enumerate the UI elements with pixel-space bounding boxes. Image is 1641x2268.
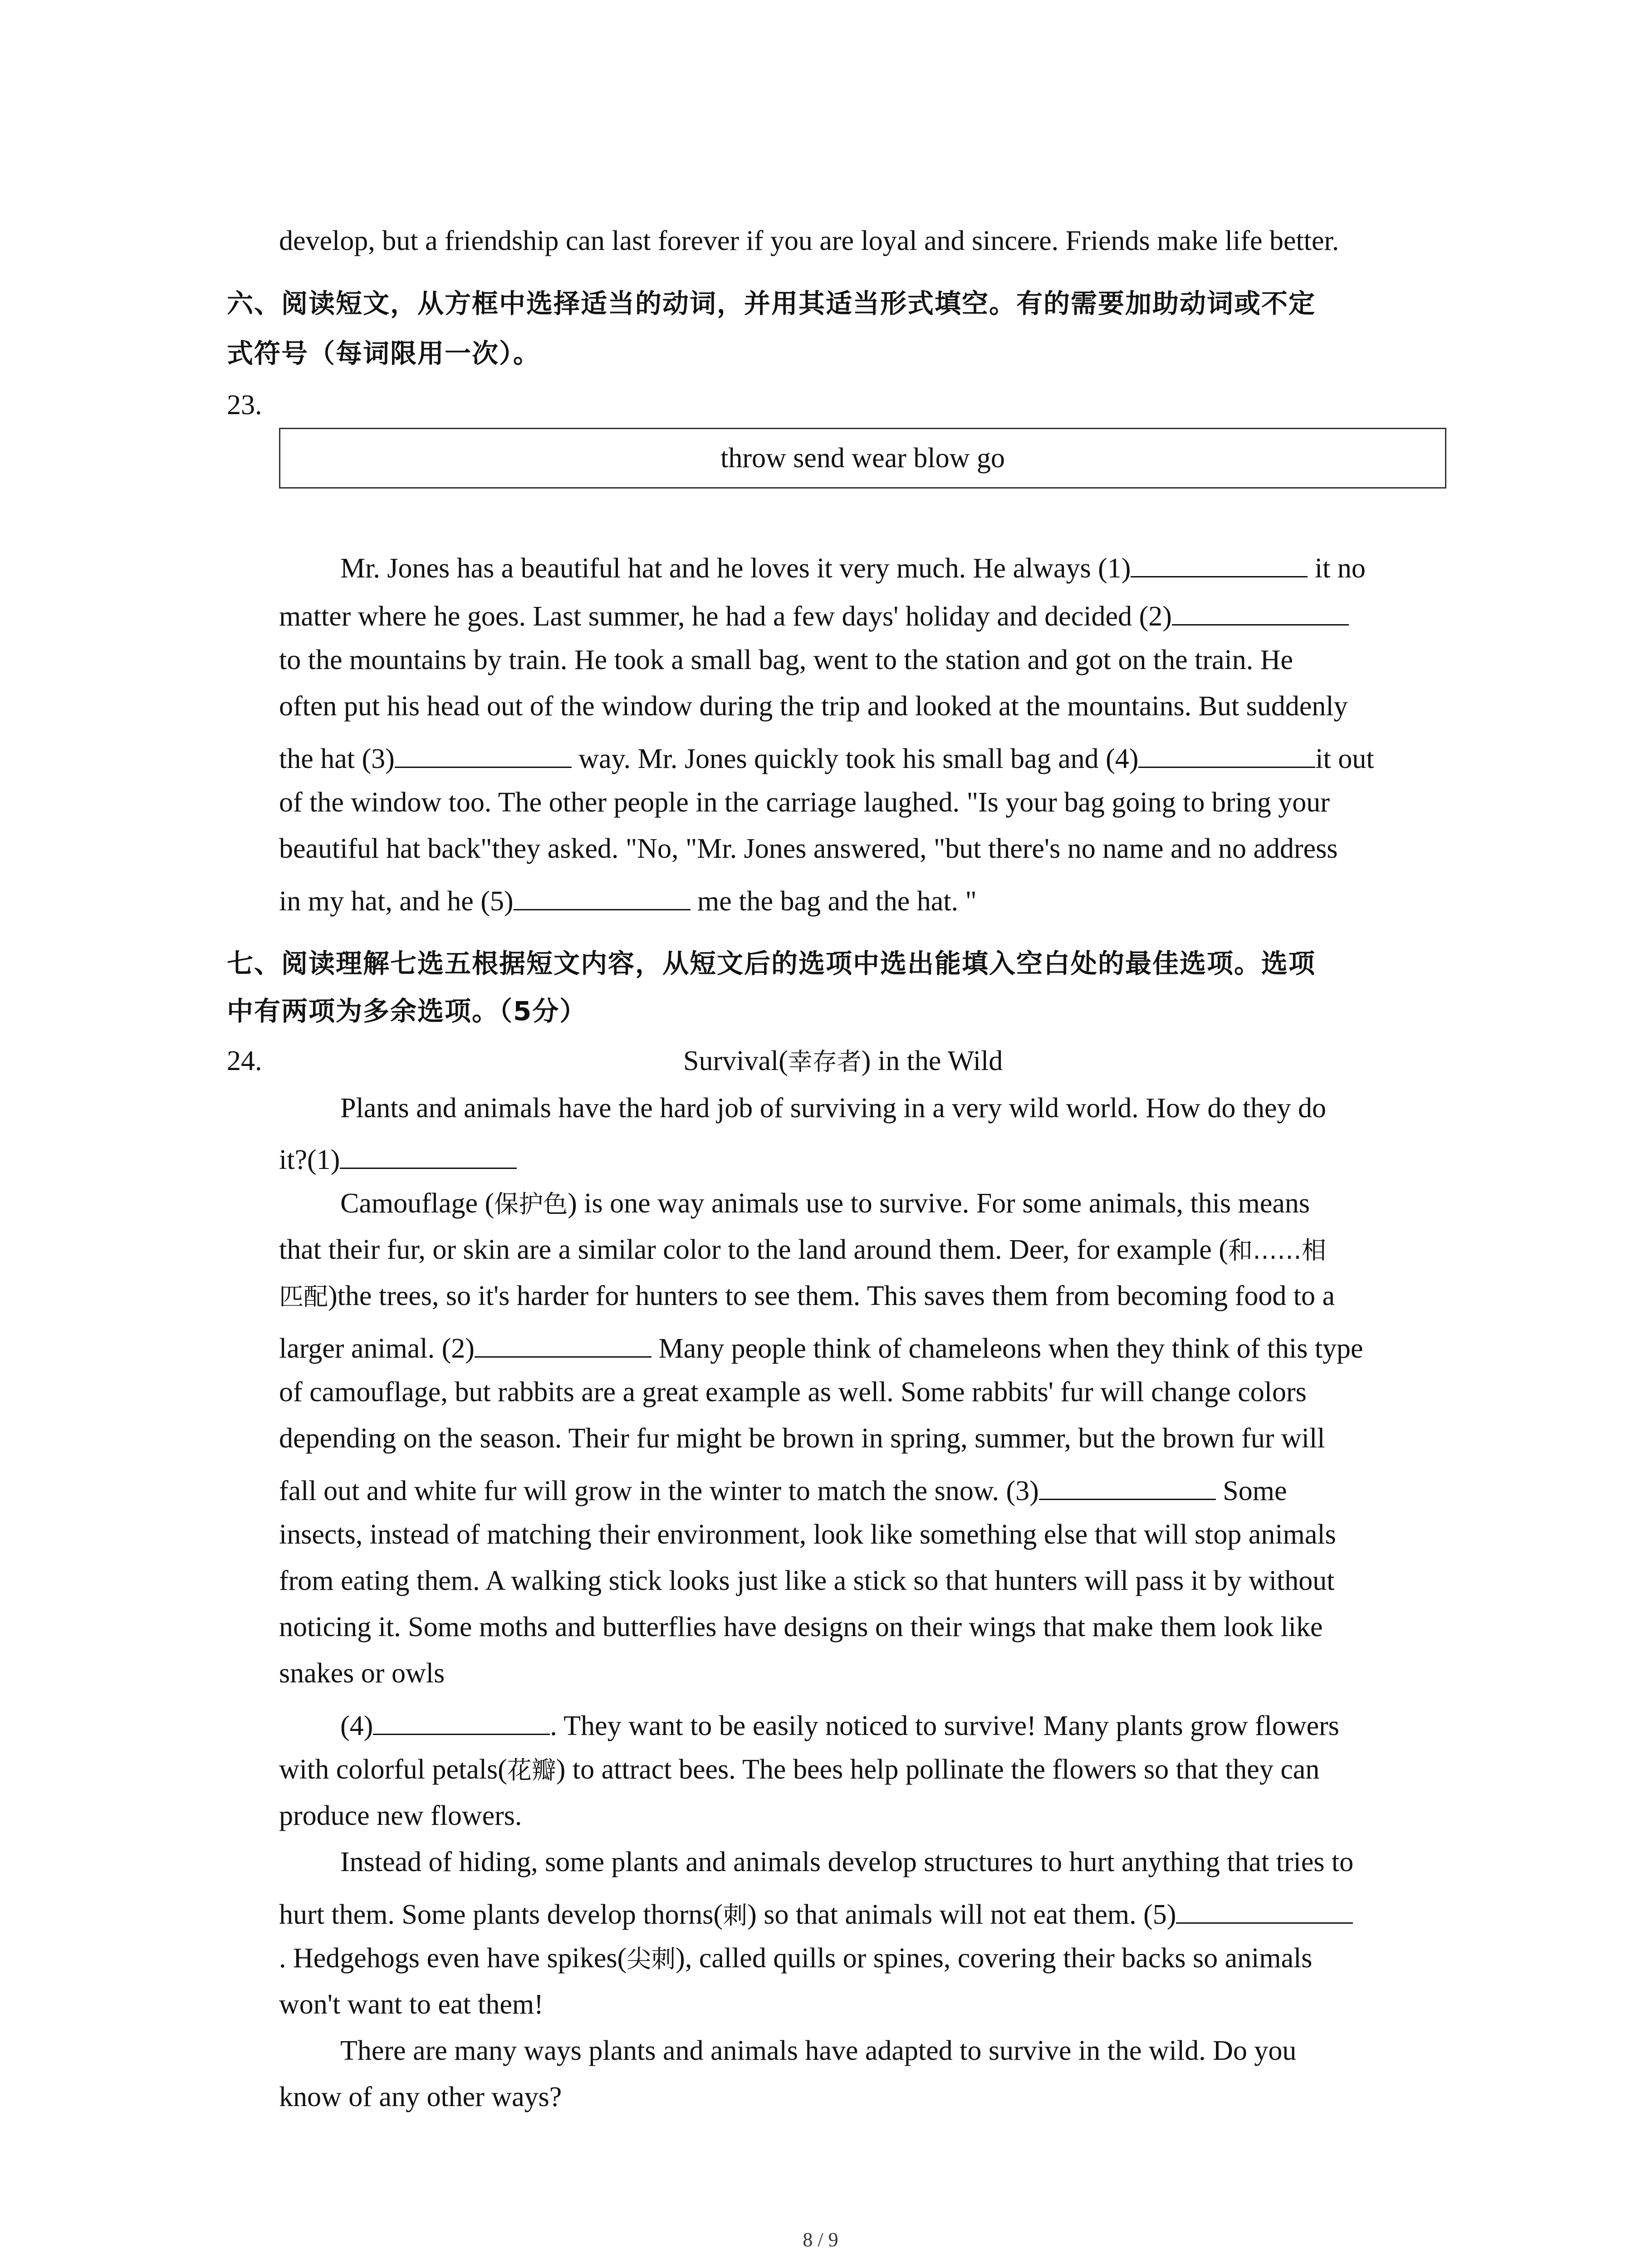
passage24-line3	[340, 1189, 1310, 1217]
intro-line: develop, but a friendship can last forever if you are loyal and sincere. Friends make life better.	[279, 225, 1339, 256]
blank-23-1[interactable]	[1131, 552, 1308, 577]
passage24-line6	[279, 1332, 1363, 1363]
passage24-line4-cjk: 和……相	[1228, 1236, 1326, 1265]
passage23-line8-text-b: me the bag and the hat. "	[690, 886, 977, 917]
passage24-line18	[279, 1898, 1353, 1929]
passage24-title	[683, 1047, 1003, 1075]
blank-24-3[interactable]	[1039, 1474, 1216, 1500]
blank-23-3[interactable]	[395, 742, 572, 768]
passage24-line21: There are many ways plants and animals have adapted to survive in the wild. Do you	[340, 2035, 1297, 2066]
passage24-line5-text-b: )the trees, so it's harder for hunters to see them. This saves them from becoming food to a	[328, 1281, 1335, 1311]
blank-24-2[interactable]	[475, 1332, 652, 1358]
passage24-line6-text-a: larger animal. (2)	[279, 1333, 475, 1364]
passage24-line4	[279, 1236, 1326, 1264]
passage23-line8-text-a: in my hat, and he (5)	[279, 886, 514, 917]
passage23-line5	[279, 742, 1374, 773]
passage23-line5-text-b: way. Mr. Jones quickly took his small bag and (4)	[571, 743, 1139, 774]
section6-heading-line1: 六、阅读短文，从方框中选择适当的动词，并用其适当形式填空。有的需要加助动词或不定	[227, 288, 1316, 319]
passage24-line3-text-a: Camouflage (	[340, 1188, 495, 1219]
question-number-24: 24.	[227, 1046, 262, 1076]
passage23-line2-text-a: matter where he goes. Last summer, he had a few days' holiday and decided (2)	[279, 601, 1172, 632]
passage24-line9	[279, 1474, 1287, 1505]
word-box	[279, 428, 1446, 489]
passage24-line12: noticing it. Some moths and butterflies have designs on their wings that make them look like	[279, 1612, 1323, 1642]
question-number-23: 23.	[227, 390, 262, 420]
passage23-line3: to the mountains by train. He took a small bag, went to the station and got on the train. He	[279, 645, 1293, 675]
passage24-line5	[279, 1282, 1335, 1310]
passage24-title-a: Survival(	[683, 1046, 788, 1076]
passage23-line1	[340, 552, 1366, 582]
passage23-line4: often put his head out of the window during the trip and looked at the mountains. But suddenly	[279, 691, 1348, 722]
passage23-line5-text-c: it out	[1315, 743, 1374, 774]
passage24-line1: Plants and animals have the hard job of surviving in a very wild world. How do they do	[340, 1093, 1327, 1124]
passage23-line7: beautiful hat back"they asked. "No, "Mr. Jones answered, "but there's no name and no address	[279, 833, 1338, 864]
blank-24-5[interactable]	[1176, 1898, 1353, 1924]
passage24-line20: won't want to eat them!	[279, 1989, 544, 2020]
passage24-line9-text-a: fall out and white fur will grow in the winter to match the snow. (3)	[279, 1476, 1039, 1506]
passage24-line18-text-a: hurt them. Some plants develop thorns(	[279, 1899, 723, 1930]
blank-23-4[interactable]	[1138, 742, 1315, 768]
passage24-line19-cjk: 尖刺	[627, 1945, 676, 1973]
passage24-line2-text: it?(1)	[279, 1144, 340, 1175]
passage24-line19-text-a: . Hedgehogs even have spikes(	[279, 1943, 627, 1974]
passage24-line19	[279, 1944, 1312, 1972]
passage24-line3-text-b: ) is one way animals use to survive. For some animals, this means	[568, 1188, 1310, 1219]
passage24-line17: Instead of hiding, some plants and animals develop structures to hurt anything that tries to	[340, 1847, 1354, 1877]
passage24-line5-cjk: 匹配	[279, 1282, 328, 1311]
passage24-line3-cjk: 保护色	[494, 1190, 568, 1218]
passage24-line2	[279, 1143, 517, 1174]
passage24-line14-text-b: . They want to be easily noticed to survive! Many plants grow flowers	[550, 1711, 1339, 1741]
passage24-line19-text-b: ), called quills or spines, covering their backs so animals	[676, 1943, 1313, 1974]
passage24-line4-text-a: that their fur, or skin are a similar color to the land around them. Deer, for example (	[279, 1234, 1228, 1265]
blank-23-2[interactable]	[1172, 600, 1349, 626]
section6-heading-line2: 式符号（每词限用一次）。	[227, 338, 541, 369]
passage23-line1-text-b: it no	[1308, 553, 1366, 584]
passage24-line6-text-b: Many people think of chameleons when they think of this type	[651, 1333, 1363, 1364]
passage24-line18-text-b: ) so that animals will not eat them. (5)	[747, 1899, 1176, 1930]
page-number: 8 / 9	[803, 2229, 838, 2251]
section7-heading-line1: 七、阅读理解七选五根据短文内容，从短文后的选项中选出能填入空白处的最佳选项。选项	[227, 948, 1316, 979]
passage24-line22: know of any other ways?	[279, 2082, 562, 2112]
passage24-line14	[340, 1709, 1339, 1740]
passage23-line6: of the window too. The other people in the carriage laughed. "Is your bag going to bring your	[279, 787, 1330, 818]
passage23-line2	[279, 600, 1349, 631]
blank-24-1[interactable]	[340, 1143, 517, 1169]
passage24-line11: from eating them. A walking stick looks just like a stick so that hunters will pass it by without	[279, 1565, 1335, 1596]
blank-24-4[interactable]	[373, 1709, 550, 1735]
passage24-line9-text-b: Some	[1215, 1476, 1287, 1506]
passage24-line10: insects, instead of matching their environment, look like something else that will stop animals	[279, 1519, 1336, 1550]
passage24-line15-text-b: ) to attract bees. The bees help pollinate the flowers so that they can	[556, 1754, 1320, 1785]
passage24-line15	[279, 1755, 1319, 1784]
passage24-line15-text-a: with colorful petals(	[279, 1754, 507, 1785]
passage23-line1-text-a: Mr. Jones has a beautiful hat and he loves it very much. He always (1)	[340, 553, 1131, 584]
passage23-line8	[279, 885, 977, 915]
passage24-line7: of camouflage, but rabbits are a great example as well. Some rabbits' fur will change colors	[279, 1377, 1307, 1408]
passage24-line18-cjk: 刺	[723, 1901, 748, 1930]
blank-23-5[interactable]	[514, 885, 691, 910]
section7-heading-line2: 中有两项为多余选项。（5分）	[227, 996, 587, 1026]
word-box-text: throw send wear blow go	[720, 442, 1005, 474]
passage24-line15-cjk: 花瓣	[507, 1756, 556, 1784]
passage24-title-cjk: 幸存者	[788, 1047, 862, 1076]
passage24-line8: depending on the season. Their fur might be brown in spring, summer, but the brown fur will	[279, 1423, 1325, 1454]
passage23-line5-text-a: the hat (3)	[279, 743, 395, 774]
passage24-line16: produce new flowers.	[279, 1800, 522, 1831]
passage24-line13: snakes or owls	[279, 1658, 445, 1689]
passage24-line14-text-a: (4)	[340, 1711, 373, 1741]
passage24-title-b: ) in the Wild	[861, 1046, 1003, 1076]
